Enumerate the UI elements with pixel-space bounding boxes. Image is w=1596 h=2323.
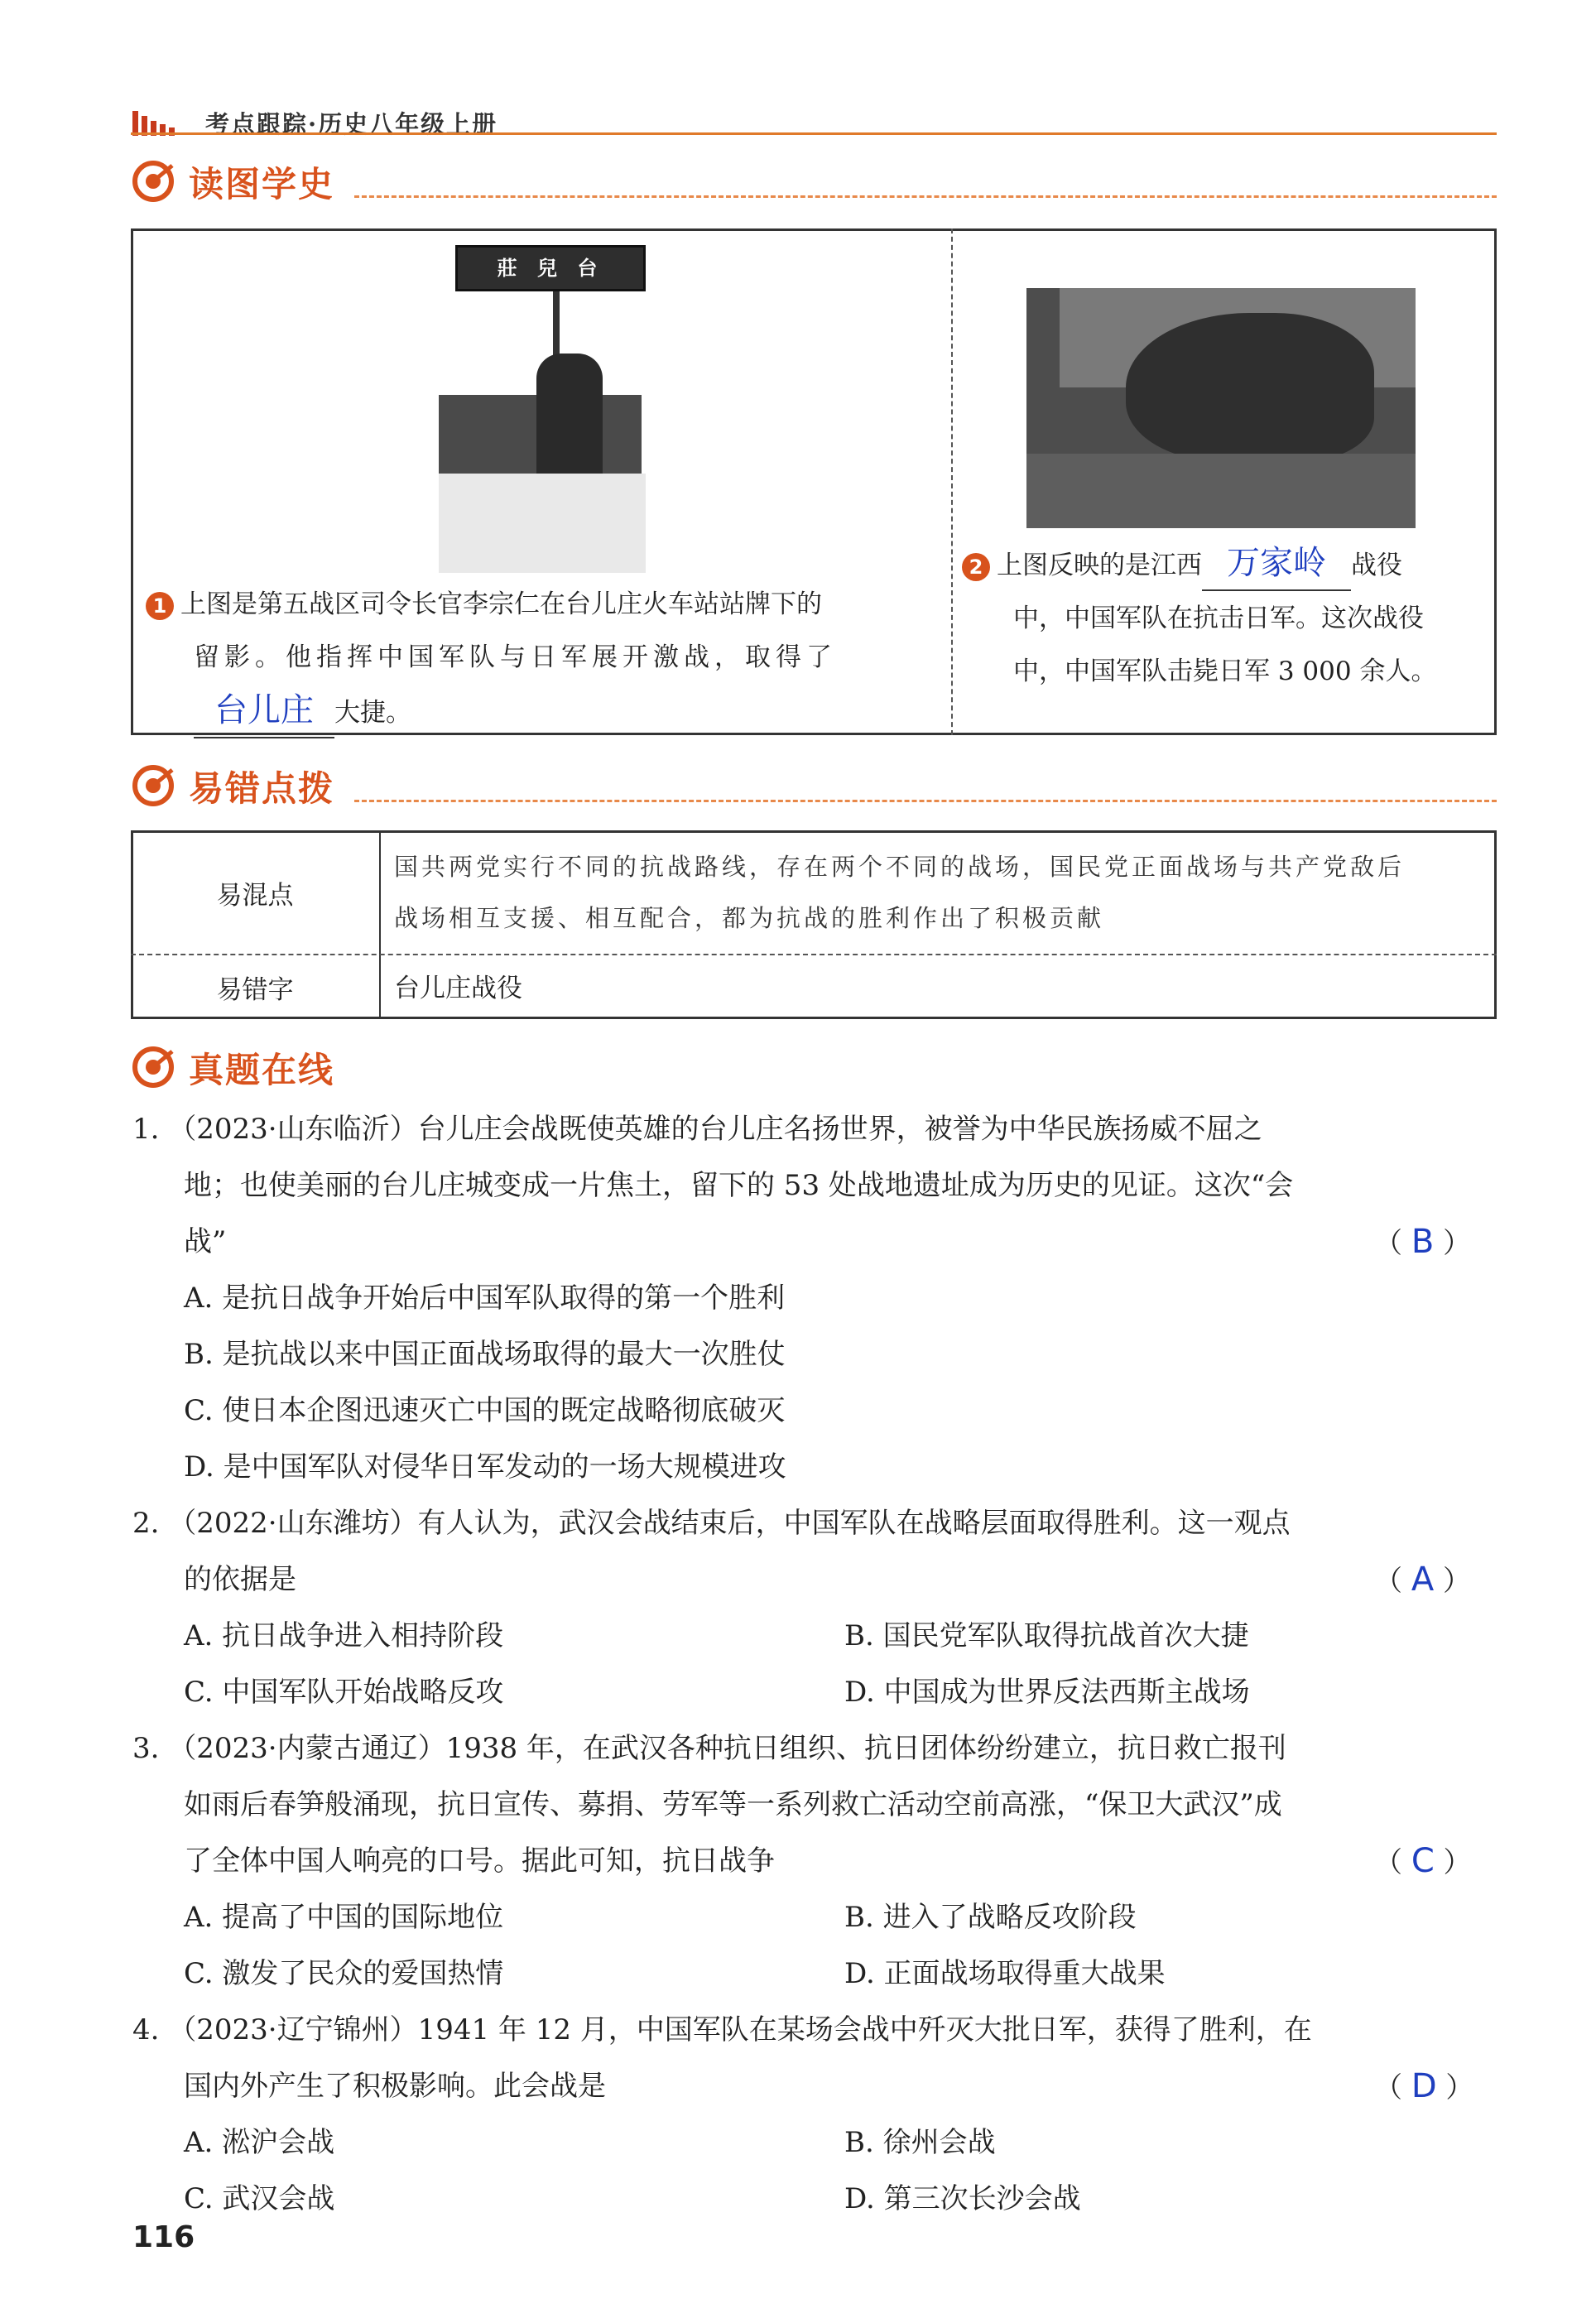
caption-left-line3 xyxy=(146,684,940,739)
caption-right-line2: 中，中国军队在抗击日军。这次战役 xyxy=(1013,604,1424,633)
option-d: D. 中国成为世界反法西斯主战场 xyxy=(844,1676,1250,1709)
caption-left xyxy=(146,578,940,739)
option-b: B. 是抗战以来中国正面战场取得的最大一次胜仗 xyxy=(184,1338,786,1371)
header-rule xyxy=(131,132,1497,135)
section-dash-rule xyxy=(354,800,1497,802)
option-a: A. 是抗日战争开始后中国军队取得的第一个胜利 xyxy=(184,1282,786,1315)
photo-soldiers xyxy=(1026,288,1416,528)
answer-q4: D xyxy=(1411,2067,1437,2105)
answer-q2: A xyxy=(1411,1561,1435,1599)
option-d: D. 第三次长沙会战 xyxy=(844,2182,1081,2215)
answer-q3: C xyxy=(1411,1842,1435,1880)
option-d: D. 是中国军队对侵华日军发动的一场大规模进攻 xyxy=(184,1450,786,1484)
photo-ground xyxy=(439,474,646,573)
section-mistakes xyxy=(131,758,1497,808)
caption-left-line2: 留影。他指挥中国军队与日军展开激战，取得了 xyxy=(194,642,837,672)
question-line: 2. （2022·山东潍坊）有人认为，武汉会战结束后，中国军队在战略层面取得胜利。这一观点 xyxy=(132,1507,1291,1540)
question-2 xyxy=(132,1495,1291,1608)
option-a: A. 抗日战争进入相持阶段 xyxy=(184,1619,504,1652)
question-line: 战” xyxy=(184,1225,227,1258)
error-prone-characters-text: 台儿庄战役 xyxy=(394,974,522,1003)
section-dash-rule xyxy=(354,195,1497,198)
option-b: B. 徐州会战 xyxy=(844,2126,996,2159)
answer-paren-1: （ B ） xyxy=(1374,1223,1472,1261)
caption-text-after: 大捷。 xyxy=(334,698,411,728)
confusing-point-text xyxy=(394,841,1487,944)
label-error-prone-characters: 易错字 xyxy=(216,975,294,1005)
answer-paren-4: （ D ） xyxy=(1374,2067,1474,2105)
answer-blank-wanjialing: 万家岭 xyxy=(1202,536,1351,591)
confusing-line2: 战场相互支援、相互配合，都为抗战的胜利作出了积极贡献 xyxy=(394,904,1105,932)
table-column-rule xyxy=(379,830,381,1019)
number-badge: 1 xyxy=(146,592,174,620)
option-a: A. 淞沪会战 xyxy=(184,2126,335,2159)
question-line: 4. （2023·辽宁锦州）1941 年 12 月，中国军队在某场会战中歼灭大批日军，获得了胜利，在 xyxy=(132,2013,1312,2046)
section-title: 真题在线 xyxy=(189,1050,335,1090)
table-row-rule xyxy=(131,954,1497,955)
confusing-line1: 国共两党实行不同的抗战路线，存在两个不同的战场，国民党正面战场与共产党敌后 xyxy=(394,853,1406,881)
option-a: A. 提高了中国的国际地位 xyxy=(184,1901,504,1934)
question-line: 如雨后春笋般涌现，抗日宣传、募捐、劳军等一系列救亡活动空前高涨，“保卫大武汉”成 xyxy=(184,1788,1282,1821)
caption-text-after: 战役 xyxy=(1351,551,1402,580)
option-c: C. 激发了民众的爱国热情 xyxy=(184,1957,504,1990)
option-d: D. 正面战场取得重大战果 xyxy=(844,1957,1166,1990)
question-3 xyxy=(132,1720,1286,1889)
question-line: 3. （2023·内蒙古通辽）1938 年，在武汉各种抗日组织、抗日团体纷纷建立，抗日救亡报刊 xyxy=(132,1732,1286,1765)
photo-station-sign xyxy=(439,242,646,573)
book-title: 考点跟踪·历史八年级上册 xyxy=(205,110,498,138)
target-icon xyxy=(131,159,175,204)
section-title: 易错点拨 xyxy=(189,768,335,809)
option-c: C. 中国军队开始战略反攻 xyxy=(184,1676,504,1709)
section-read-history xyxy=(131,154,1497,204)
question-line: 了全体中国人响亮的口号。据此可知，抗日战争 xyxy=(184,1844,775,1878)
question-4 xyxy=(132,2002,1312,2114)
question-line: 国内外产生了积极影响。此会战是 xyxy=(184,2070,606,2103)
section-exam xyxy=(131,1040,1497,1089)
option-c: C. 武汉会战 xyxy=(184,2182,335,2215)
answer-paren-2: （ A ） xyxy=(1374,1561,1471,1599)
number-badge: 2 xyxy=(962,553,990,581)
box-divider xyxy=(951,228,953,735)
photo-rubble xyxy=(1026,454,1416,528)
question-line: 地；也使美丽的台儿庄城变成一片焦土，留下的 53 处战地遗址成为历史的见证。这次“会 xyxy=(184,1169,1294,1202)
caption-right-line3: 中，中国军队击毙日军 3 000 余人。 xyxy=(1013,656,1437,686)
option-b: B. 进入了战略反攻阶段 xyxy=(844,1901,1137,1934)
question-1 xyxy=(132,1101,1293,1495)
question-line: 的依据是 xyxy=(184,1563,296,1596)
answer-blank-taierzhuang: 台儿庄 xyxy=(194,684,334,738)
target-icon xyxy=(131,1045,175,1089)
question-line: 1. （2023·山东临沂）台儿庄会战既使英雄的台儿庄名扬世界，被誉为中华民族扬威不屈之 xyxy=(132,1113,1262,1146)
caption-left-line1 xyxy=(146,578,940,631)
station-sign-text: 莊 兒 台 xyxy=(497,257,604,280)
caption-text: 上图是第五战区司令长官李宗仁在台儿庄火车站站牌下的 xyxy=(180,589,822,619)
caption-text: 上图反映的是江西 xyxy=(997,551,1202,580)
target-icon xyxy=(131,763,175,808)
photo-figures xyxy=(1126,313,1374,462)
caption-right-line1 xyxy=(962,536,1492,592)
answer-q1: B xyxy=(1411,1223,1435,1261)
page-number: 116 xyxy=(132,2220,195,2254)
answer-paren-3: （ C ） xyxy=(1374,1842,1472,1880)
section-title: 读图学史 xyxy=(189,164,335,204)
label-confusing-point: 易混点 xyxy=(216,881,294,911)
option-b: B. 国民党军队取得抗战首次大捷 xyxy=(844,1619,1249,1652)
option-c: C. 使日本企图迅速灭亡中国的既定战略彻底破灭 xyxy=(184,1394,786,1427)
caption-right xyxy=(962,536,1492,698)
